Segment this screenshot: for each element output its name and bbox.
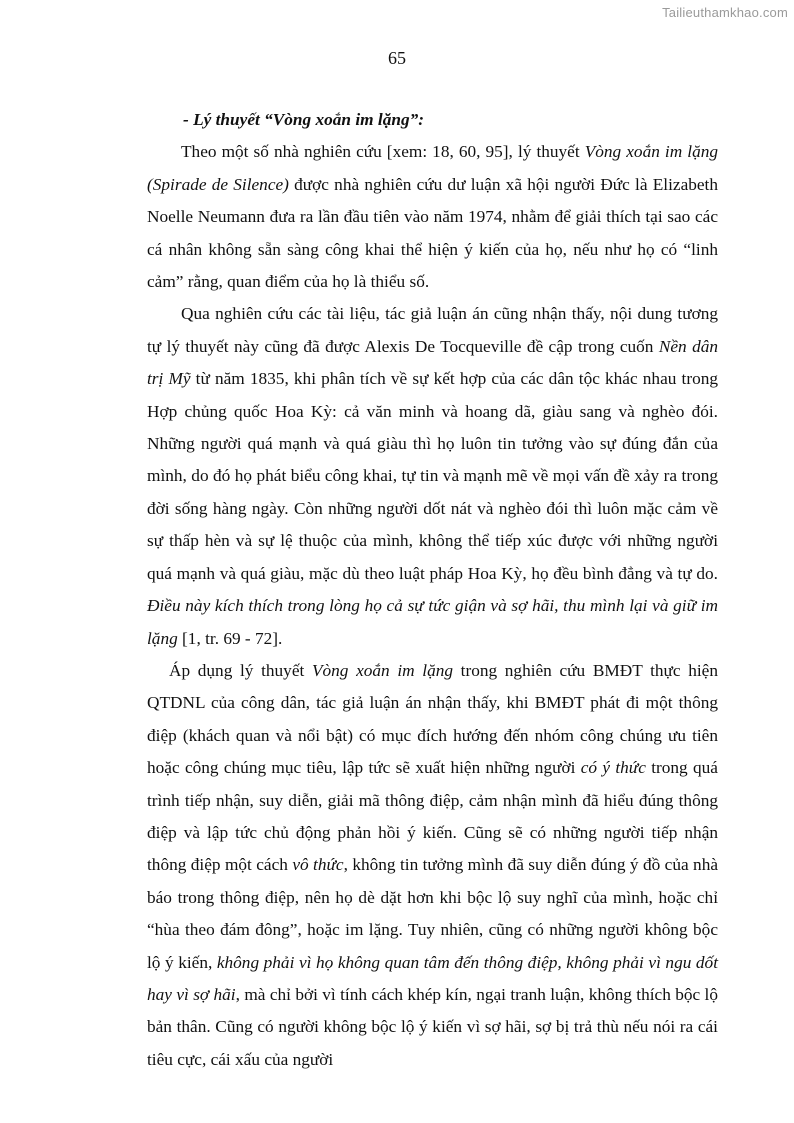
paragraph-1 bbox=[147, 136, 718, 298]
page-number: 65 bbox=[388, 48, 406, 68]
italic-run: có ý thức bbox=[580, 758, 646, 778]
italic-run: Vòng xoắn im lặng bbox=[311, 660, 453, 680]
text-run: , mà chỉ bởi vì tính cách khép kín, ngại tranh luận, không thích bộc lộ bản thân. Cũng có người không bộc lộ ý kiến vì sợ hãi, sợ bị trả thù nếu nói ra cái tiêu cực, cái xấu của người bbox=[147, 984, 719, 1069]
text-run: được nhà nghiên cứu dư luận xã hội người Đức là Elizabeth Noelle Neumann đưa ra lần đầu tiên vào năm 1974, nhằm để giải thích tại sao các cá nhân không sẵn sàng công khai thể hiện ý kiến của họ, nếu như họ có “linh cảm” rằng, quan điểm của họ là thiểu số. bbox=[147, 174, 718, 292]
text-run: , không tin tưởng mình đã suy diễn đúng ý đồ của nhà báo trong thông điệp, nên họ dè dặt hơn khi bộc lộ suy nghĩ của mình, hoặc chỉ “hùa theo đám đông”, hoặc im lặng. Tuy nhiên, cũng có những người không bộc lộ ý kiến, bbox=[147, 855, 718, 972]
paragraph-2 bbox=[147, 298, 718, 654]
text-run: [1, tr. 69 - 72]. bbox=[177, 628, 283, 648]
italic-run: vô thức bbox=[292, 855, 344, 875]
text-run: Qua nghiên cứu các tài liệu, tác giả luận án cũng nhận thấy, nội dung tương tự lý thuyết này cũng đã được Alexis De Tocqueville đề cập trong cuốn bbox=[147, 304, 718, 356]
text-run: Áp dụng lý thuyết bbox=[169, 660, 312, 680]
document-body bbox=[147, 104, 718, 1076]
italic-run: Nền dân trị Mỹ bbox=[147, 336, 718, 389]
text-run: trong nghiên cứu BMĐT thực hiện QTDNL của công dân, tác giả luận án nhận thấy, khi BMĐT phát đi một thông điệp (khách quan và nổi bật) có mục đích hướng đến nhóm công chúng ưu tiên hoặc công chúng mục tiêu, lập tức sẽ xuất hiện những người bbox=[147, 660, 718, 778]
paragraph-3 bbox=[147, 655, 718, 1076]
italic-run: Điều này kích thích trong lòng họ cả sự tức giận và sợ hãi, thu mình lại và giữ im lặng bbox=[147, 596, 718, 648]
watermark: Tailieuthamkhao.com bbox=[662, 5, 788, 20]
italic-run: Vòng xoắn im lặng (Spirade de Silence) bbox=[147, 142, 718, 194]
section-heading: - Lý thuyết “Vòng xoắn im lặng”: bbox=[183, 110, 424, 129]
text-run: Theo một số nhà nghiên cứu [xem: 18, 60, 95], lý thuyết bbox=[181, 142, 585, 162]
text-run: trong quá trình tiếp nhận, suy diễn, giải mã thông điệp, cảm nhận mình đã hiểu đúng thông điệp và lập tức chủ động phản hồi ý kiến. Cũng sẽ có những người tiếp nhận thông điệp một cách bbox=[147, 758, 718, 875]
text-run: từ năm 1835, khi phân tích về sự kết hợp của các dân tộc khác nhau trong Hợp chủng quốc Hoa Kỳ: cả văn minh và hoang dã, giàu sang và nghèo đói. Những người quá mạnh và quá giàu thì họ luôn tin tưởng vào sự đúng đắn của mình, do đó họ phát biểu công khai, tự tin và mạnh mẽ về mọi vấn đề xảy ra trong đời sống hàng ngày. Còn những người dốt nát và nghèo đói thì luôn mặc cảm về sự thấp hèn và sự lệ thuộc của mình, không thể tiếp xúc được với những người quá mạnh và quá giàu, mặc dù theo luật pháp Hoa Kỳ, họ đều bình đẳng và tự do. bbox=[147, 369, 718, 583]
italic-run: không phải vì họ không quan tâm đến thông điệp, không phải vì ngu dốt hay vì sợ hãi bbox=[147, 952, 718, 1004]
